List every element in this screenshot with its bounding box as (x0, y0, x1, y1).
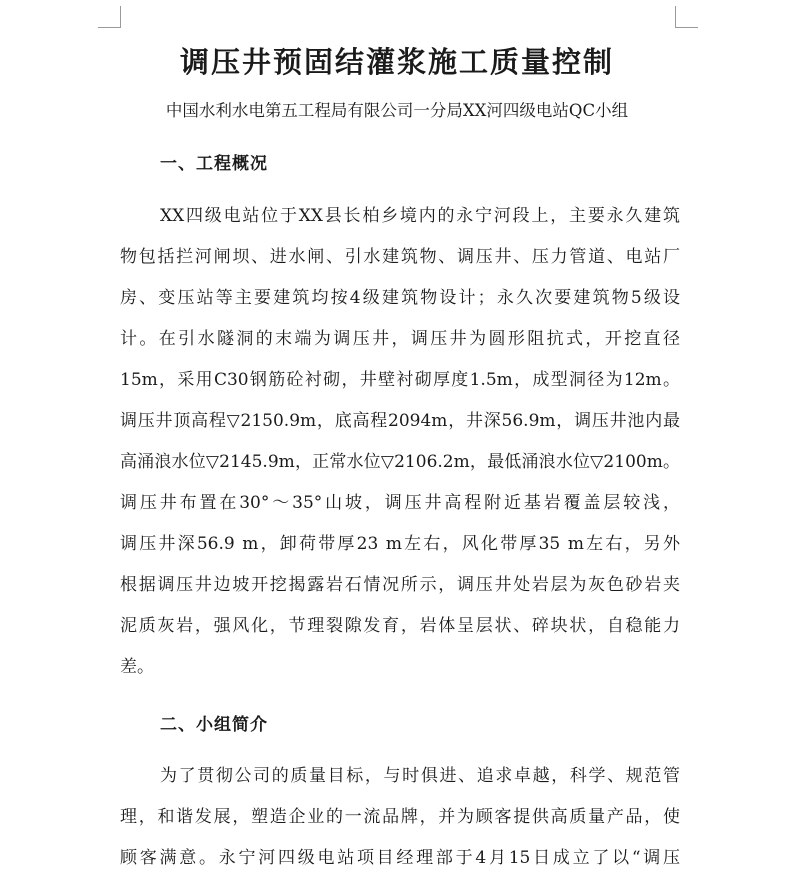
section-heading-overview: 一、工程概况 (160, 154, 268, 174)
paragraph-line: 理，和谐发展，塑造企业的一流品牌，并为顾客提供高质量产品，使 (120, 807, 680, 827)
section-body-overview (120, 196, 680, 688)
paragraph-line: 调压井布置在30°～35°山坡，调压井高程附近基岩覆盖层较浅， (120, 493, 680, 513)
paragraph-line: 调压井顶高程▽2150.9m，底高程2094m，井深56.9m，调压井池内最 (120, 411, 680, 431)
paragraph-line: 调压井深56.9 m，卸荷带厚23 m左右，风化带厚35 m左右，另外 (120, 534, 680, 554)
crop-mark-top-right-h (675, 27, 698, 28)
paragraph-line: 15m，采用C30钢筋砼衬砌，井壁衬砌厚度1.5m，成型洞径为12m。 (120, 370, 680, 390)
document-subtitle: 中国水利水电第五工程局有限公司一分局XX河四级电站QC小组 (165, 101, 629, 120)
section-body-team-intro (120, 756, 680, 879)
document-title: 调压井预固结灌浆施工质量控制 (179, 45, 614, 79)
paragraph-line: 根据调压井边坡开挖揭露岩石情况所示，调压井处岩层为灰色砂岩夹 (120, 575, 680, 595)
paragraph-line: 差。 (120, 657, 154, 677)
paragraph-line: XX四级电站位于XX县长柏乡境内的永宁河段上，主要永久建筑 (160, 206, 680, 226)
section-heading-team-intro: 二、小组简介 (160, 715, 268, 735)
crop-mark-top-left-h (98, 27, 121, 28)
paragraph-line: 物包括拦河闸坝、进水闸、引水建筑物、调压井、压力管道、电站厂 (120, 247, 680, 267)
paragraph-line: 泥质灰岩，强风化，节理裂隙发育，岩体呈层状、碎块状，自稳能力 (120, 616, 680, 636)
paragraph-line: 顾客满意。永宁河四级电站项目经理部于4月15日成立了以“调压 (120, 848, 680, 868)
paragraph-line: 高涌浪水位▽2145.9m，正常水位▽2106.2m，最低涌浪水位▽2100m。 (120, 452, 680, 472)
crop-mark-top-right-v (675, 6, 676, 28)
paragraph-line: 计。在引水隧洞的末端为调压井，调压井为圆形阻抗式，开挖直径 (120, 329, 680, 349)
paragraph-line: 房、变压站等主要建筑均按4级建筑物设计；永久次要建筑物5级设 (120, 288, 680, 308)
crop-mark-top-left-v (120, 6, 121, 28)
paragraph-line: 为了贯彻公司的质量目标，与时俱进、追求卓越，科学、规范管 (160, 766, 680, 786)
